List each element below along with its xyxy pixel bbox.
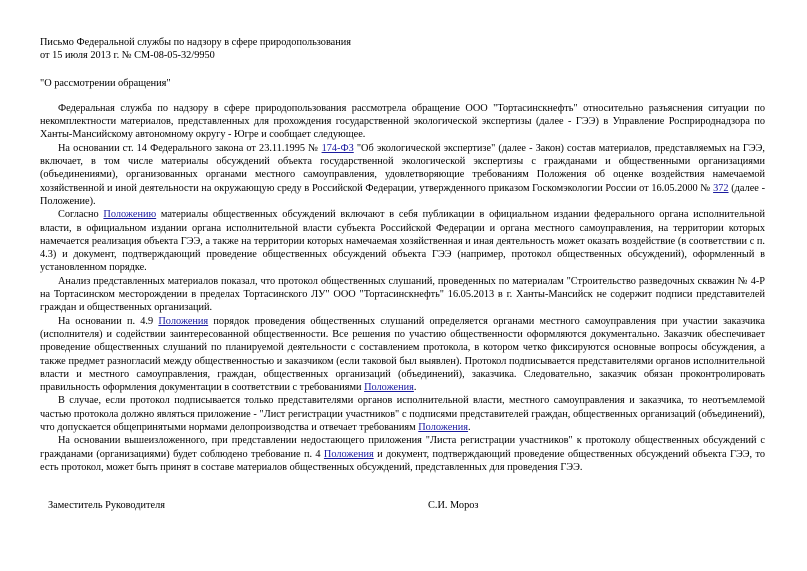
signatory-name: С.И. Мороз [428, 500, 479, 511]
regulation-link[interactable]: Положения [418, 422, 469, 434]
paragraph-6-text-b: . [468, 422, 471, 434]
paragraph-5 [40, 315, 765, 395]
regulation-link[interactable]: Положению [103, 209, 157, 221]
regulation-link[interactable]: Положения [158, 315, 209, 327]
paragraph-7 [40, 434, 765, 474]
paragraph-4: Анализ представленных материалов показал, что протокол общественных слушаний, проведенных по материалам "Строительство разведочных скважин № 4-Р на Тортасинском месторождении в пределах Тортасинского ЛУ" ООО "Тортасинскнефть" 16.05.2013 в г. Ханты-Мансийск не содержит подписи представителей граждан и общественных организаций. [40, 275, 765, 314]
paragraph-5-text-b: порядок проведения общественных слушаний определяется органами местного самоуправления при участии заказчика (исполнителя) и содействии заинтересованной общественности. Все решения по участию общественности оформляются документально. Заказчик обеспечивает проведение общественных слушаний по планируемой деятельности с составлением протокола, в котором четко фиксируются основные вопросы обсуждения, а также предмет разногласий между общественностью и заказчиком (если таковой был выявлен). Протокол подписывается представителями органов исполнительной власти и местного самоуправления, граждан, общественных организаций (объединений), заказчика. Следовательно, заказчик обязан проконтролировать правильность оформления документации в соответствии с требованиями [40, 315, 765, 394]
paragraph-5-text-a: На основании п. 4.9 [58, 315, 159, 327]
document-title-line-2: от 15 июля 2013 г. № СМ-08-05-32/9950 [40, 50, 215, 62]
document-title-line-1: Письмо Федеральной службы по надзору в сфере природопользования [40, 37, 352, 48]
paragraph-2-text-c: (далее - Положение). [40, 182, 765, 207]
signatory-position: Заместитель Руководителя [48, 500, 165, 511]
paragraph-3-text-b: материалы общественных обсуждений включают в себя публикации в официальном издании федерального органа исполнительной власти, в официальном издании органа исполнительной власти субъекта Российской Федерации и органа местного самоуправления, на территории которых намечается реализация объекта ГЭЭ, а также на территории которых намечаемая хозяйственная и иная деятельность может оказать воздействие (в соответствии с п. 4.3) и документ, подтверждающий проведение общественных обсуждений объекта ГЭЭ (например, протокол общественных обсуждений), оформленный в установленном порядке. [40, 209, 765, 274]
law-174-fz-link[interactable]: 174-ФЗ [321, 142, 354, 154]
order-372-link[interactable]: 372 [713, 182, 729, 194]
paragraph-7-text-b: и документ, подтверждающий проведение общественных обсуждений объекта ГЭЭ, то есть протокол, может быть принят в составе материалов общественных обсуждений, представленных для проведения ГЭЭ. [40, 448, 765, 473]
paragraph-1: Федеральная служба по надзору в сфере природопользования рассмотрела обращение ООО "Тортасинскнефть" относительно разъяснения ситуации по некомплектности материалов, представленных для прохождения государственной экологической экспертизы (далее - ГЭЭ) в Управление Росприроднадзора по Ханты-Мансийскому автономному округу - Югре и сообщает следующее. [40, 102, 765, 141]
paragraph-6 [40, 394, 765, 434]
regulation-link[interactable]: Положения [364, 382, 414, 394]
document-subject: "О рассмотрении обращения" [40, 77, 171, 89]
paragraph-2-text-a: На основании ст. 14 Федерального закона от 23.11.1995 № [58, 142, 322, 154]
paragraph-6-text-a: В случае, если протокол подписывается только представителями органов исполнительной власти, местного самоуправления и заказчика, то неотъемлемой частью протокола должно являться приложение - "Лист регистрации участников" с подписями представителей граждан, общественных организаций (объединений), что допускается общепринятыми нормами делопроизводства и отвечает требованиям [40, 395, 765, 434]
regulation-link[interactable]: Положения [323, 448, 374, 460]
paragraph-2 [40, 142, 765, 208]
document-body [40, 36, 765, 474]
paragraph-2-text-b: "Об экологической экспертизе" (далее - Закон) состав материалов, представляемых на ГЭЭ, включает, в том числе материалы обсуждений объекта государственной экологической экспертизы с гражданами и общественными организациями (объединениями), организованных органами местного самоуправления, удовлетворяющие требованиям Положения об оценке воздействия намечаемой хозяйственной и иной деятельности на окружающую среду в Российской Федерации, утвержденного приказом Госкомэкологии России от 16.05.2000 № [40, 142, 765, 194]
paragraph-3 [40, 208, 765, 274]
paragraph-5-text-c: . [413, 382, 417, 394]
paragraph-7-text-a: На основании вышеизложенного, при представлении недостающего приложения "Листа регистрации участников" к протоколу общественных обсуждений с гражданами (организациями) будет соблюдено требование п. 4 [40, 435, 765, 460]
paragraph-3-text-a: Согласно [58, 209, 104, 221]
